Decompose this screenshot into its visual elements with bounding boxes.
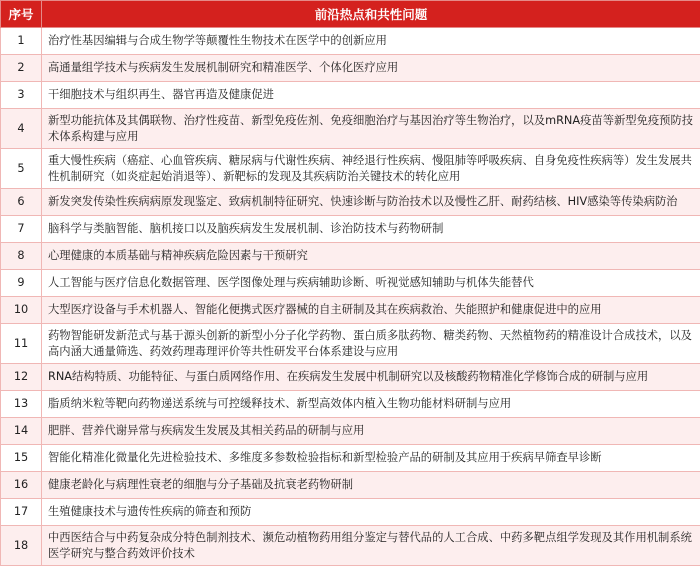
table-row <box>1 499 700 526</box>
row-text: RNA结构特质、功能特征、与蛋白质网络作用、在疾病发生发展中机制研究以及核酸药物精准化学修饰合成的研制与应用 <box>42 364 700 391</box>
table-row <box>1 445 700 472</box>
row-text: 大型医疗设备与手术机器人、智能化便携式医疗器械的自主研制及其在疾病救治、失能照护和健康促进中的应用 <box>42 297 700 324</box>
row-number: 11 <box>1 324 42 364</box>
row-number: 1 <box>1 28 42 55</box>
row-text: 药物智能研发新范式与基于源头创新的新型小分子化学药物、蛋白质多肽药物、糖类药物、天然植物药的精准设计合成技术，以及高内涵大通量筛选、药效药理毒理评价等共性研发平台体系建设与应用 <box>42 324 700 364</box>
table-row <box>1 149 700 189</box>
row-text: 生殖健康技术与遗传性疾病的筛查和预防 <box>42 499 700 526</box>
row-text: 健康老龄化与病理性衰老的细胞与分子基础及抗衰老药物研制 <box>42 472 700 499</box>
table-row <box>1 364 700 391</box>
row-text: 脑科学与类脑智能、脑机接口以及脑疾病发生发展机制、诊治防技术与药物研制 <box>42 216 700 243</box>
row-number: 18 <box>1 526 42 566</box>
row-number: 10 <box>1 297 42 324</box>
row-text: 智能化精准化微量化先进检验技术、多维度多参数检验指标和新型检验产品的研制及其应用于疾病早筛查早诊断 <box>42 445 700 472</box>
row-text: 重大慢性疾病（癌症、心血管疾病、糖尿病与代谢性疾病、神经退行性疾病、慢阻肺等呼吸疾病、自身免疫性疾病等）发生发展共性机制研究（如炎症起始消退等）、新靶标的发现及其疾病防治关键技术的转化应用 <box>42 149 700 189</box>
row-number: 12 <box>1 364 42 391</box>
row-number: 7 <box>1 216 42 243</box>
row-number: 8 <box>1 243 42 270</box>
row-text: 新型功能抗体及其偶联物、治疗性疫苗、新型免疫佐剂、免疫细胞治疗与基因治疗等生物治疗，以及mRNA疫苗等新型免疫预防技术体系构建与应用 <box>42 109 700 149</box>
table-row <box>1 55 700 82</box>
row-text: 人工智能与医疗信息化数据管理、医学图像处理与疾病辅助诊断、听视觉感知辅助与机体失能替代 <box>42 270 700 297</box>
header-topic: 前沿热点和共性问题 <box>42 1 700 28</box>
table-row <box>1 243 700 270</box>
table-row <box>1 472 700 499</box>
row-number: 17 <box>1 499 42 526</box>
row-number: 16 <box>1 472 42 499</box>
row-text: 心理健康的本质基础与精神疾病危险因素与干预研究 <box>42 243 700 270</box>
table-row <box>1 391 700 418</box>
table-row <box>1 297 700 324</box>
row-text: 新发突发传染性疾病病原发现鉴定、致病机制特征研究、快速诊断与防治技术以及慢性乙肝、耐药结核、HIV感染等传染病防治 <box>42 189 700 216</box>
row-text: 肥胖、营养代谢异常与疾病发生发展及其相关药品的研制与应用 <box>42 418 700 445</box>
row-text: 治疗性基因编辑与合成生物学等颠覆性生物技术在医学中的创新应用 <box>42 28 700 55</box>
table-row <box>1 526 700 566</box>
table-row <box>1 189 700 216</box>
header-serial: 序号 <box>1 1 42 28</box>
row-text: 脂质纳米粒等靶向药物递送系统与可控缓释技术、新型高效体内植入生物功能材料研制与应用 <box>42 391 700 418</box>
row-text: 高通量组学技术与疾病发生发展机制研究和精准医学、个体化医疗应用 <box>42 55 700 82</box>
row-text: 中西医结合与中药复杂成分特色制剂技术、濒危动植物药用组分鉴定与替代品的人工合成、中药多靶点组学发现及其作用机制系统医学研究与整合药效评价技术 <box>42 526 700 566</box>
row-number: 9 <box>1 270 42 297</box>
row-number: 13 <box>1 391 42 418</box>
row-number: 3 <box>1 82 42 109</box>
row-number: 14 <box>1 418 42 445</box>
row-number: 4 <box>1 109 42 149</box>
row-number: 15 <box>1 445 42 472</box>
row-number: 2 <box>1 55 42 82</box>
row-number: 6 <box>1 189 42 216</box>
table-row <box>1 324 700 364</box>
table-row <box>1 82 700 109</box>
row-text: 干细胞技术与组织再生、器官再造及健康促进 <box>42 82 700 109</box>
table-row <box>1 28 700 55</box>
table-row <box>1 216 700 243</box>
table-row <box>1 109 700 149</box>
table-row <box>1 270 700 297</box>
row-number: 5 <box>1 149 42 189</box>
table-header-row <box>1 1 700 28</box>
table-row <box>1 418 700 445</box>
